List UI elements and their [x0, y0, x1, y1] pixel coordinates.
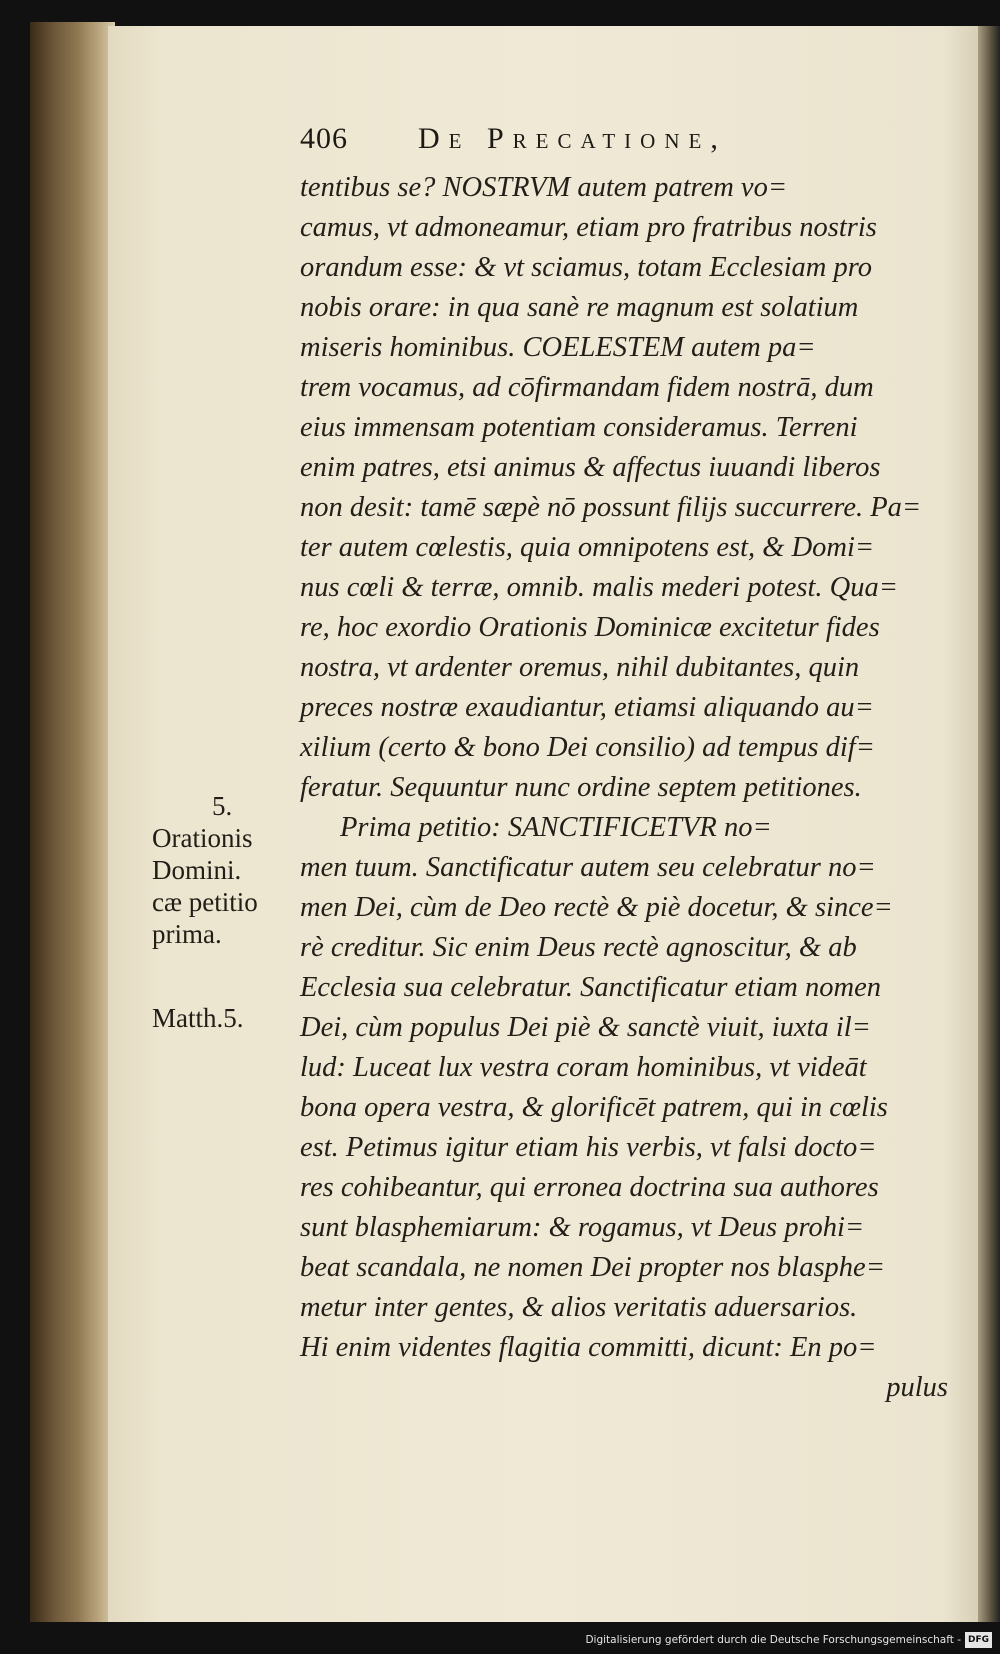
page-number: 406: [300, 122, 348, 155]
margin-note-line: prima.: [152, 919, 222, 949]
running-title: De Precatione,: [418, 122, 727, 155]
text-line: bona opera vestra, & glorificēt patrem, qui in cœlis: [300, 1092, 888, 1123]
text-line: Ecclesia sua celebratur. Sanctificatur etiam nomen: [300, 972, 881, 1003]
text-line: xilium (certo & bono Dei consilio) ad tempus dif=: [300, 732, 875, 763]
text-line: est. Petimus igitur etiam his verbis, vt falsi docto=: [300, 1132, 877, 1163]
text-line: Dei, cùm populus Dei piè & sanctè viuit, iuxta il=: [300, 1012, 871, 1043]
running-header: [300, 122, 940, 168]
text-line: rè creditur. Sic enim Deus rectè agnoscitur, & ab: [300, 932, 857, 963]
text-line: trem vocamus, ad cōfirmandam fidem nostrā, dum: [300, 372, 874, 403]
text-line: feratur. Sequuntur nunc ordine septem petitiones.: [300, 772, 862, 803]
dfg-logo: DFG: [965, 1632, 992, 1648]
margin-note-line: 5.: [212, 791, 233, 821]
text-line: lud: Luceat lux vestra coram hominibus, vt videāt: [300, 1052, 867, 1083]
text-line: non desit: tamē sæpè nō possunt filijs succurrere. Pa=: [300, 492, 922, 523]
text-line: enim patres, etsi animus & affectus iuuandi liberos: [300, 452, 881, 483]
margin-note-line: Orationis: [152, 823, 253, 853]
page-right-edge: [978, 26, 1000, 1622]
text-line: sunt blasphemiarum: & rogamus, vt Deus prohi=: [300, 1212, 865, 1243]
text-line: miseris hominibus. COELESTEM autem pa=: [300, 332, 816, 363]
text-line: eius immensam potentiam consideramus. Terreni: [300, 412, 858, 443]
text-line: metur inter gentes, & alios veritatis aduersarios.: [300, 1292, 858, 1323]
catchword: pulus: [886, 1372, 948, 1403]
text-line: nobis orare: in qua sanè re magnum est solatium: [300, 292, 859, 323]
book-spine-edge: [30, 22, 115, 1622]
text-line: ter autem cœlestis, quia omnipotens est, & Domi=: [300, 532, 875, 563]
text-line: beat scandala, ne nomen Dei propter nos blasphe=: [300, 1252, 885, 1283]
text-line: re, hoc exordio Orationis Dominicæ excitetur fides: [300, 612, 880, 643]
text-line: nus cœli & terræ, omnib. malis mederi potest. Qua=: [300, 572, 898, 603]
footer-text: Digitalisierung gefördert durch die Deutsche Forschungsgemeinschaft -: [585, 1634, 961, 1646]
body-text: [300, 168, 948, 1408]
margin-note-line: Matth.5.: [152, 1003, 244, 1033]
text-line: men Dei, cùm de Deo rectè & piè docetur, & since=: [300, 892, 893, 923]
text-line: camus, vt admoneamur, etiam pro fratribus nostris: [300, 212, 877, 243]
text-line: Prima petitio: SANCTIFICETVR no=: [340, 812, 772, 843]
digitization-footer: [585, 1630, 992, 1650]
text-line: orandum esse: & vt sciamus, totam Ecclesiam pro: [300, 252, 873, 283]
text-line: tentibus se? NOSTRVM autem patrem vo=: [300, 172, 788, 203]
margin-note-oratio: [152, 790, 292, 950]
margin-note-matth: [152, 1002, 292, 1034]
text-line: res cohibeantur, qui erronea doctrina sua authores: [300, 1172, 879, 1203]
margin-note-line: cæ petitio: [152, 887, 258, 917]
text-line: men tuum. Sanctificatur autem seu celebratur no=: [300, 852, 876, 883]
text-line: nostra, vt ardenter oremus, nihil dubitantes, quin: [300, 652, 860, 683]
text-line: preces nostræ exaudiantur, etiamsi aliquando au=: [300, 692, 874, 723]
margin-note-line: Domini.: [152, 855, 242, 885]
text-line: Hi enim videntes flagitia committi, dicunt: En po=: [300, 1332, 877, 1363]
